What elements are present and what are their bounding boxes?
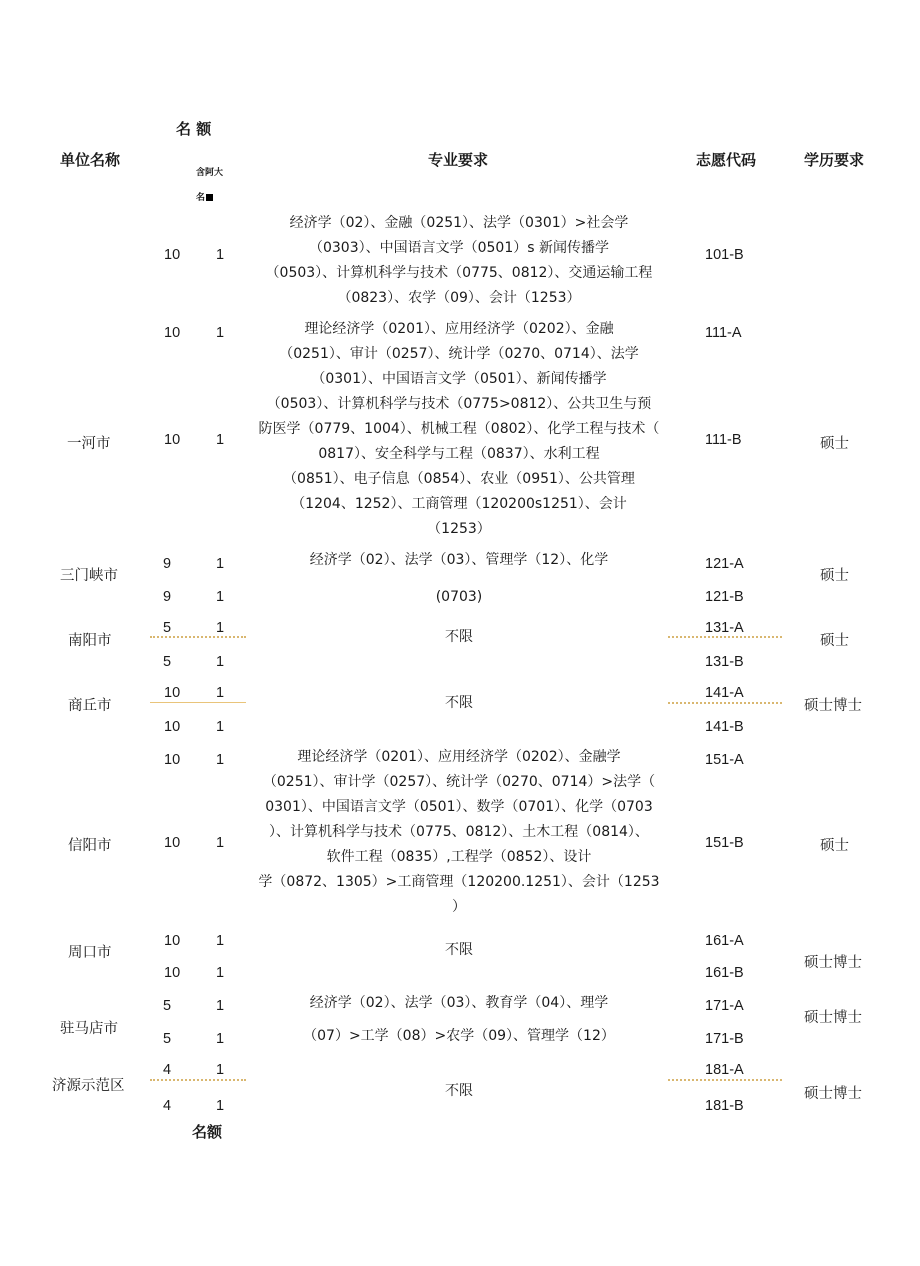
major-line: 理论经济学（0201）、应用经济学（0202）、金融学	[297, 749, 621, 765]
major-line: （0251）、审计（0257）、统计学（0270、0714）、法学	[279, 346, 639, 362]
wish-code: 141-A	[705, 685, 744, 701]
major-line: （0503）、计算机科学与技术（0775、0812）、交通运输工程	[265, 265, 653, 281]
quota-total: 10	[164, 835, 181, 851]
wish-code: 171-A	[705, 998, 744, 1014]
quota-total: 9	[163, 556, 172, 572]
quota-count: 1	[216, 325, 225, 341]
city-name: 信阳市	[68, 838, 112, 854]
city-name: 济源示范区	[52, 1078, 125, 1094]
wish-code: 161-A	[705, 933, 744, 949]
wish-code: 121-B	[705, 589, 744, 605]
unit-name-header: 单位名称	[60, 151, 121, 169]
quota-count: 1	[216, 752, 225, 768]
education-requirement: 硕士	[820, 568, 849, 584]
quota-total: 10	[164, 719, 181, 735]
quota-count: 1	[216, 1062, 225, 1078]
unlimited-text: 不限	[445, 695, 473, 711]
major-line: 软件工程（0835）,工程学（0852）、设计	[326, 849, 592, 865]
quota-total: 5	[163, 654, 172, 670]
quota-header: 名 额	[176, 120, 212, 138]
row-divider	[150, 1079, 246, 1081]
quota-total: 10	[164, 965, 181, 981]
major-line: （0851）、电子信息（0854）、农业（0951）、公共管理	[283, 471, 635, 487]
education-requirement: 硕士博士	[804, 698, 862, 714]
quota-count: 1	[216, 719, 225, 735]
quota-count: 1	[216, 1098, 225, 1114]
quota-total: 10	[164, 247, 181, 263]
major-line: 0301）、中国语言文学（0501）、数学（0701）、化学（0703	[265, 799, 653, 815]
quota-count: 1	[216, 556, 225, 572]
major-line: 学（0872、1305）>工商管理（120200.1251）、会计（1253	[258, 874, 660, 890]
wish-code: 171-B	[705, 1031, 744, 1047]
row-divider	[150, 702, 246, 703]
square-mark-icon	[206, 194, 213, 201]
major-requirement-block	[244, 745, 674, 920]
major-line: （0823）、农学（09）、会计（1253）	[337, 290, 581, 306]
major-line: ）、计算机科学与技术（0775、0812）、土木工程（0814）、	[269, 824, 649, 840]
city-name: 周口市	[68, 945, 112, 961]
wish-code: 111-B	[705, 432, 742, 448]
quota-total: 10	[164, 432, 181, 448]
education-requirement: 硕士	[820, 633, 849, 649]
major-line: （07）>工学（08）>农学（09）、管理学（12）	[303, 1028, 615, 1044]
city-name: 一河市	[67, 436, 111, 452]
major-line: （0303）、中国语言文学（0501）s 新闻传播学	[308, 240, 609, 256]
quota-subheader-line2: 名	[196, 190, 213, 203]
quota-count: 1	[216, 620, 225, 636]
major-line: 经济学（02）、法学（03）、管理学（12）、化学	[309, 552, 609, 568]
city-name: 三门峡市	[60, 568, 118, 584]
major-line: ）	[452, 899, 466, 915]
unlimited-text: 不限	[445, 629, 473, 645]
major-line: （0251）、审计学（0257）、统计学（0270、0714）>法学（	[262, 774, 656, 790]
quota-count: 1	[216, 589, 225, 605]
major-line: 经济学（02）、金融（0251）、法学（0301）>社会学	[289, 215, 629, 231]
row-divider	[668, 702, 782, 704]
wish-code: 161-B	[705, 965, 744, 981]
major-requirement-block	[244, 317, 674, 542]
quota-total: 10	[164, 933, 181, 949]
quota-count: 1	[216, 933, 225, 949]
wish-code: 151-A	[705, 752, 744, 768]
wish-code: 141-B	[705, 719, 744, 735]
wish-code: 131-A	[705, 620, 744, 636]
major-line: （0301）、中国语言文学（0501）、新闻传播学	[311, 371, 607, 387]
major-line: (0703)	[435, 589, 483, 605]
wish-code: 121-A	[705, 556, 744, 572]
city-name: 南阳市	[68, 633, 112, 649]
quota-total: 9	[163, 589, 172, 605]
quota-total: 5	[163, 1031, 172, 1047]
major-requirement-block	[244, 211, 674, 311]
wish-code: 181-B	[705, 1098, 744, 1114]
row-divider	[668, 1079, 782, 1081]
wish-code-header: 志愿代码	[696, 151, 757, 169]
major-line: （1204、1252）、工商管理（120200s1251）、会计	[291, 496, 627, 512]
wish-code: 181-A	[705, 1062, 744, 1078]
quota-total: 5	[163, 998, 172, 1014]
education-requirement: 硕士博士	[804, 1086, 862, 1102]
wish-code: 111-A	[705, 325, 742, 341]
quota-total: 10	[164, 752, 181, 768]
row-divider	[150, 636, 246, 638]
wish-code: 101-B	[705, 247, 744, 263]
city-name: 商丘市	[68, 698, 112, 714]
major-requirement-header: 专业要求	[428, 151, 489, 169]
quota-count: 1	[216, 685, 225, 701]
education-requirement: 硕士	[820, 436, 849, 452]
row-divider	[668, 636, 782, 638]
quota-count: 1	[216, 247, 225, 263]
major-line: 理论经济学（0201）、应用经济学（0202）、金融	[304, 321, 614, 337]
education-requirement-header: 学历要求	[804, 151, 865, 169]
major-line: （1253）	[427, 521, 491, 537]
wish-code: 131-B	[705, 654, 744, 670]
major-line: 经济学（02）、法学（03）、教育学（04）、理学	[309, 995, 609, 1011]
major-line: 0817）、安全科学与工程（0837）、水利工程	[318, 446, 600, 462]
quota-total: 4	[163, 1098, 172, 1114]
education-requirement: 硕士	[820, 838, 849, 854]
quota-total: 10	[164, 685, 181, 701]
quota-total: 10	[164, 325, 181, 341]
major-line: 防医学（0779、1004）、机械工程（0802）、化学工程与技术（	[258, 421, 660, 437]
quota-count: 1	[216, 432, 225, 448]
education-requirement: 硕士博士	[804, 955, 862, 971]
quota-total: 5	[163, 620, 172, 636]
city-name: 驻马店市	[60, 1021, 118, 1037]
quota-count: 1	[216, 1031, 225, 1047]
quota-total: 4	[163, 1062, 172, 1078]
footer-quota-label: 名额	[192, 1123, 223, 1141]
major-line: （0503）、计算机科学与技术（0775>0812）、公共卫生与预	[266, 396, 652, 412]
wish-code: 151-B	[705, 835, 744, 851]
unlimited-text: 不限	[445, 942, 473, 958]
education-requirement: 硕士博士	[804, 1010, 862, 1026]
unlimited-text: 不限	[445, 1083, 473, 1099]
quota-subheader-line1: 含阿大	[196, 168, 224, 178]
quota-count: 1	[216, 835, 225, 851]
quota-count: 1	[216, 965, 225, 981]
quota-count: 1	[216, 654, 225, 670]
quota-count: 1	[216, 998, 225, 1014]
